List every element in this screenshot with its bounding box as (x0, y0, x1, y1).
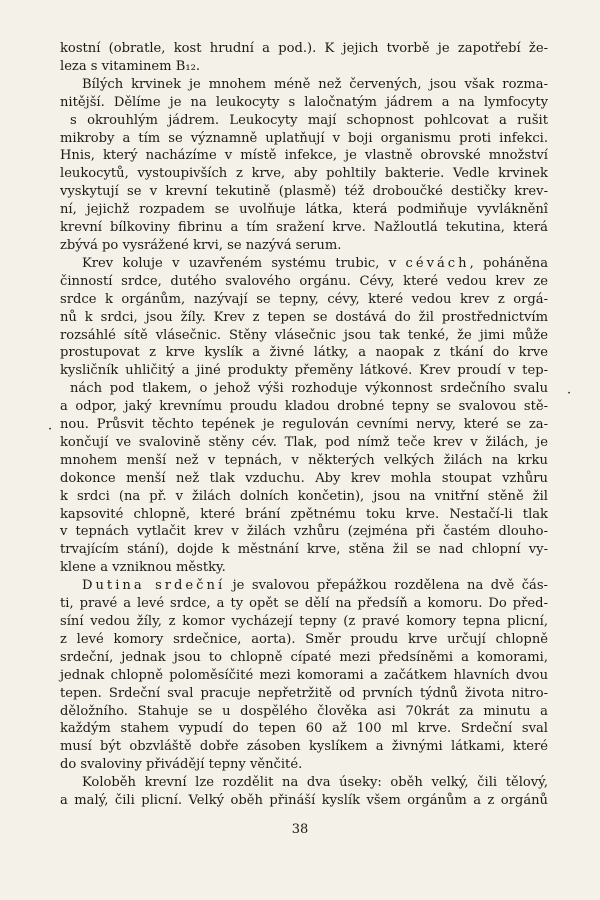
page-number: 38 (291, 822, 309, 837)
text-line: srdce k orgánům, nazývají se tepny, cévy, které vedou krev z orgá- (60, 291, 548, 307)
text-line: Dutina srdeční je svalovou přepážkou rozdělena na dvě čás- (82, 578, 548, 594)
text-line: do svaloviny přivádějí tepny věnčité. (60, 757, 303, 773)
text-line: Bílých krvinek je mnohem méně než červených, jsou však rozma- (82, 76, 548, 92)
text-line: nů k srdci, jsou žíly. Krev z tepen se dostává do žil prostřednictvím (60, 309, 548, 325)
text-line: nou. Průsvit těchto tepének je regulován cevními nervy, které se za- (60, 417, 548, 433)
margin-dot: · (567, 386, 572, 401)
text-line: nitější. Dělíme je na leukocyty s laločnatým jádrem a na lymfocyty (60, 94, 548, 110)
text-line: nách pod tlakem, o jehož výši rozhoduje výkonnost srdečního svalu (70, 381, 548, 397)
text-line: leza s vitaminem B₁₂. (60, 58, 200, 74)
spaced-term: cévách (405, 255, 470, 271)
text-line: v tepnách vytlačit krev v žilách vzhůru (zejména při častém dlouho- (60, 524, 548, 540)
body-text (60, 40, 548, 810)
text-line: a odpor, jaký krevnímu proudu kladou drobné tepny se svalovou stě- (60, 399, 548, 415)
text-line: ti, pravé a levé srdce, a ty opět se dělí na předsíň a komoru. Do před- (60, 596, 548, 612)
text-line: trvajícím stání), dojde k městnání krve, stěna žil se nad chlopní vy- (60, 542, 548, 558)
text-line: klene a vzniknou městky. (60, 560, 226, 576)
text-line: jednak chlopně poloměsíčité mezi komorami a začátkem hlavních dvou (60, 667, 548, 683)
text-line: dokonce menší než tlak vzduchu. Aby krev mohla stoupat vzhůru (60, 470, 548, 486)
text-line: zbývá po vysrážené krvi, se nazývá serum. (60, 237, 342, 253)
text-line: děložního. Stahuje se u dospělého člověka asi 70krát za minutu a (60, 703, 548, 719)
text-line: vyskytují se v krevní tekutině (plasmě) též droboučké destičky krev- (60, 184, 548, 200)
text-line: a malý, čili plicní. Velký oběh přináší kyslík všem orgánům a z orgánů (60, 793, 548, 809)
text-line: musí být obzvláště dobře zásoben kyslíkem a živnými látkami, které (60, 739, 548, 755)
text-line: s okrouhlým jádrem. Leukocyty mají schopnost pohlcovat a rušit (70, 112, 548, 128)
text-line: krevní bílkoviny fibrinu a tím sražení krve. Nažloutlá tekutina, která (60, 220, 548, 236)
text-line: rozsáhlé sítě vlásečnic. Stěny vlásečnic jsou tak tenké, že jimi může (60, 327, 548, 343)
text-line: Krev koluje v uzavřeném systému trubic, v cévách, poháněna (82, 255, 549, 271)
text-line: kostní (obratle, kost hrudní a pod.). K jejich tvorbě je zapotřebí že- (60, 41, 548, 56)
text-line: Hnis, který nacházíme v místě infekce, je vlastně obrovské množství (60, 148, 548, 164)
spaced-term: Dutina srdeční (82, 578, 226, 594)
margin-dot: · (48, 422, 53, 437)
text-line: k srdci (na př. v žilách dolních končetin), jsou na vnitřní stěně žil (60, 488, 548, 504)
text-line: každým stahem vypudí do tepen 60 až 100 ml krve. Srdeční sval (60, 721, 548, 737)
text-line: tepen. Srdeční sval pracuje nepřetržitě od prvních týdnů života nitro- (60, 685, 548, 701)
text-line: Koloběh krevní lze rozdělit na dva úseky: oběh velký, čili tělový, (82, 775, 548, 791)
text-line: činností srdce, dutého svalového orgánu. Cévy, které vedou krev ze (60, 273, 548, 289)
text-line: prostupovat z krve kyslík a živné látky, a naopak z tkání do krve (60, 345, 548, 361)
text-line: leukocytů, vystoupivších z krve, aby pohltily bakterie. Vedle krvinek (60, 166, 548, 182)
text-line: kysličník uhličitý a jiné produkty přeměny látkové. Krev proudí v tep- (60, 363, 548, 379)
text-line: ní, jejichž rozpadem se uvolňuje látka, která podmiňuje vyvlákněnî (60, 202, 548, 218)
text-line: z levé komory srdečnice, aorta). Směr proudu krve určují chlopně (60, 631, 548, 647)
text-line: mnohem menší než v tepnách, v některých velkých žilách na krku (60, 452, 548, 468)
text-line: mikroby a tím se významně uplatňují v boji organismu proti infekci. (60, 130, 548, 146)
text-line: končují ve svalovině stěny cév. Tlak, pod nímž teče krev v žilách, je (60, 434, 548, 450)
text-line: síní vedou žíly, z komor vycházejí tepny (z pravé komory tepna plicní, (60, 614, 548, 629)
text-line: kapsovité chlopně, které brání zpětnému toku krve. Nestačí-li tlak (60, 506, 548, 522)
text-line: srdeční, jednak jsou to chlopně cípaté mezi předsíněmi a komorami, (60, 649, 548, 665)
